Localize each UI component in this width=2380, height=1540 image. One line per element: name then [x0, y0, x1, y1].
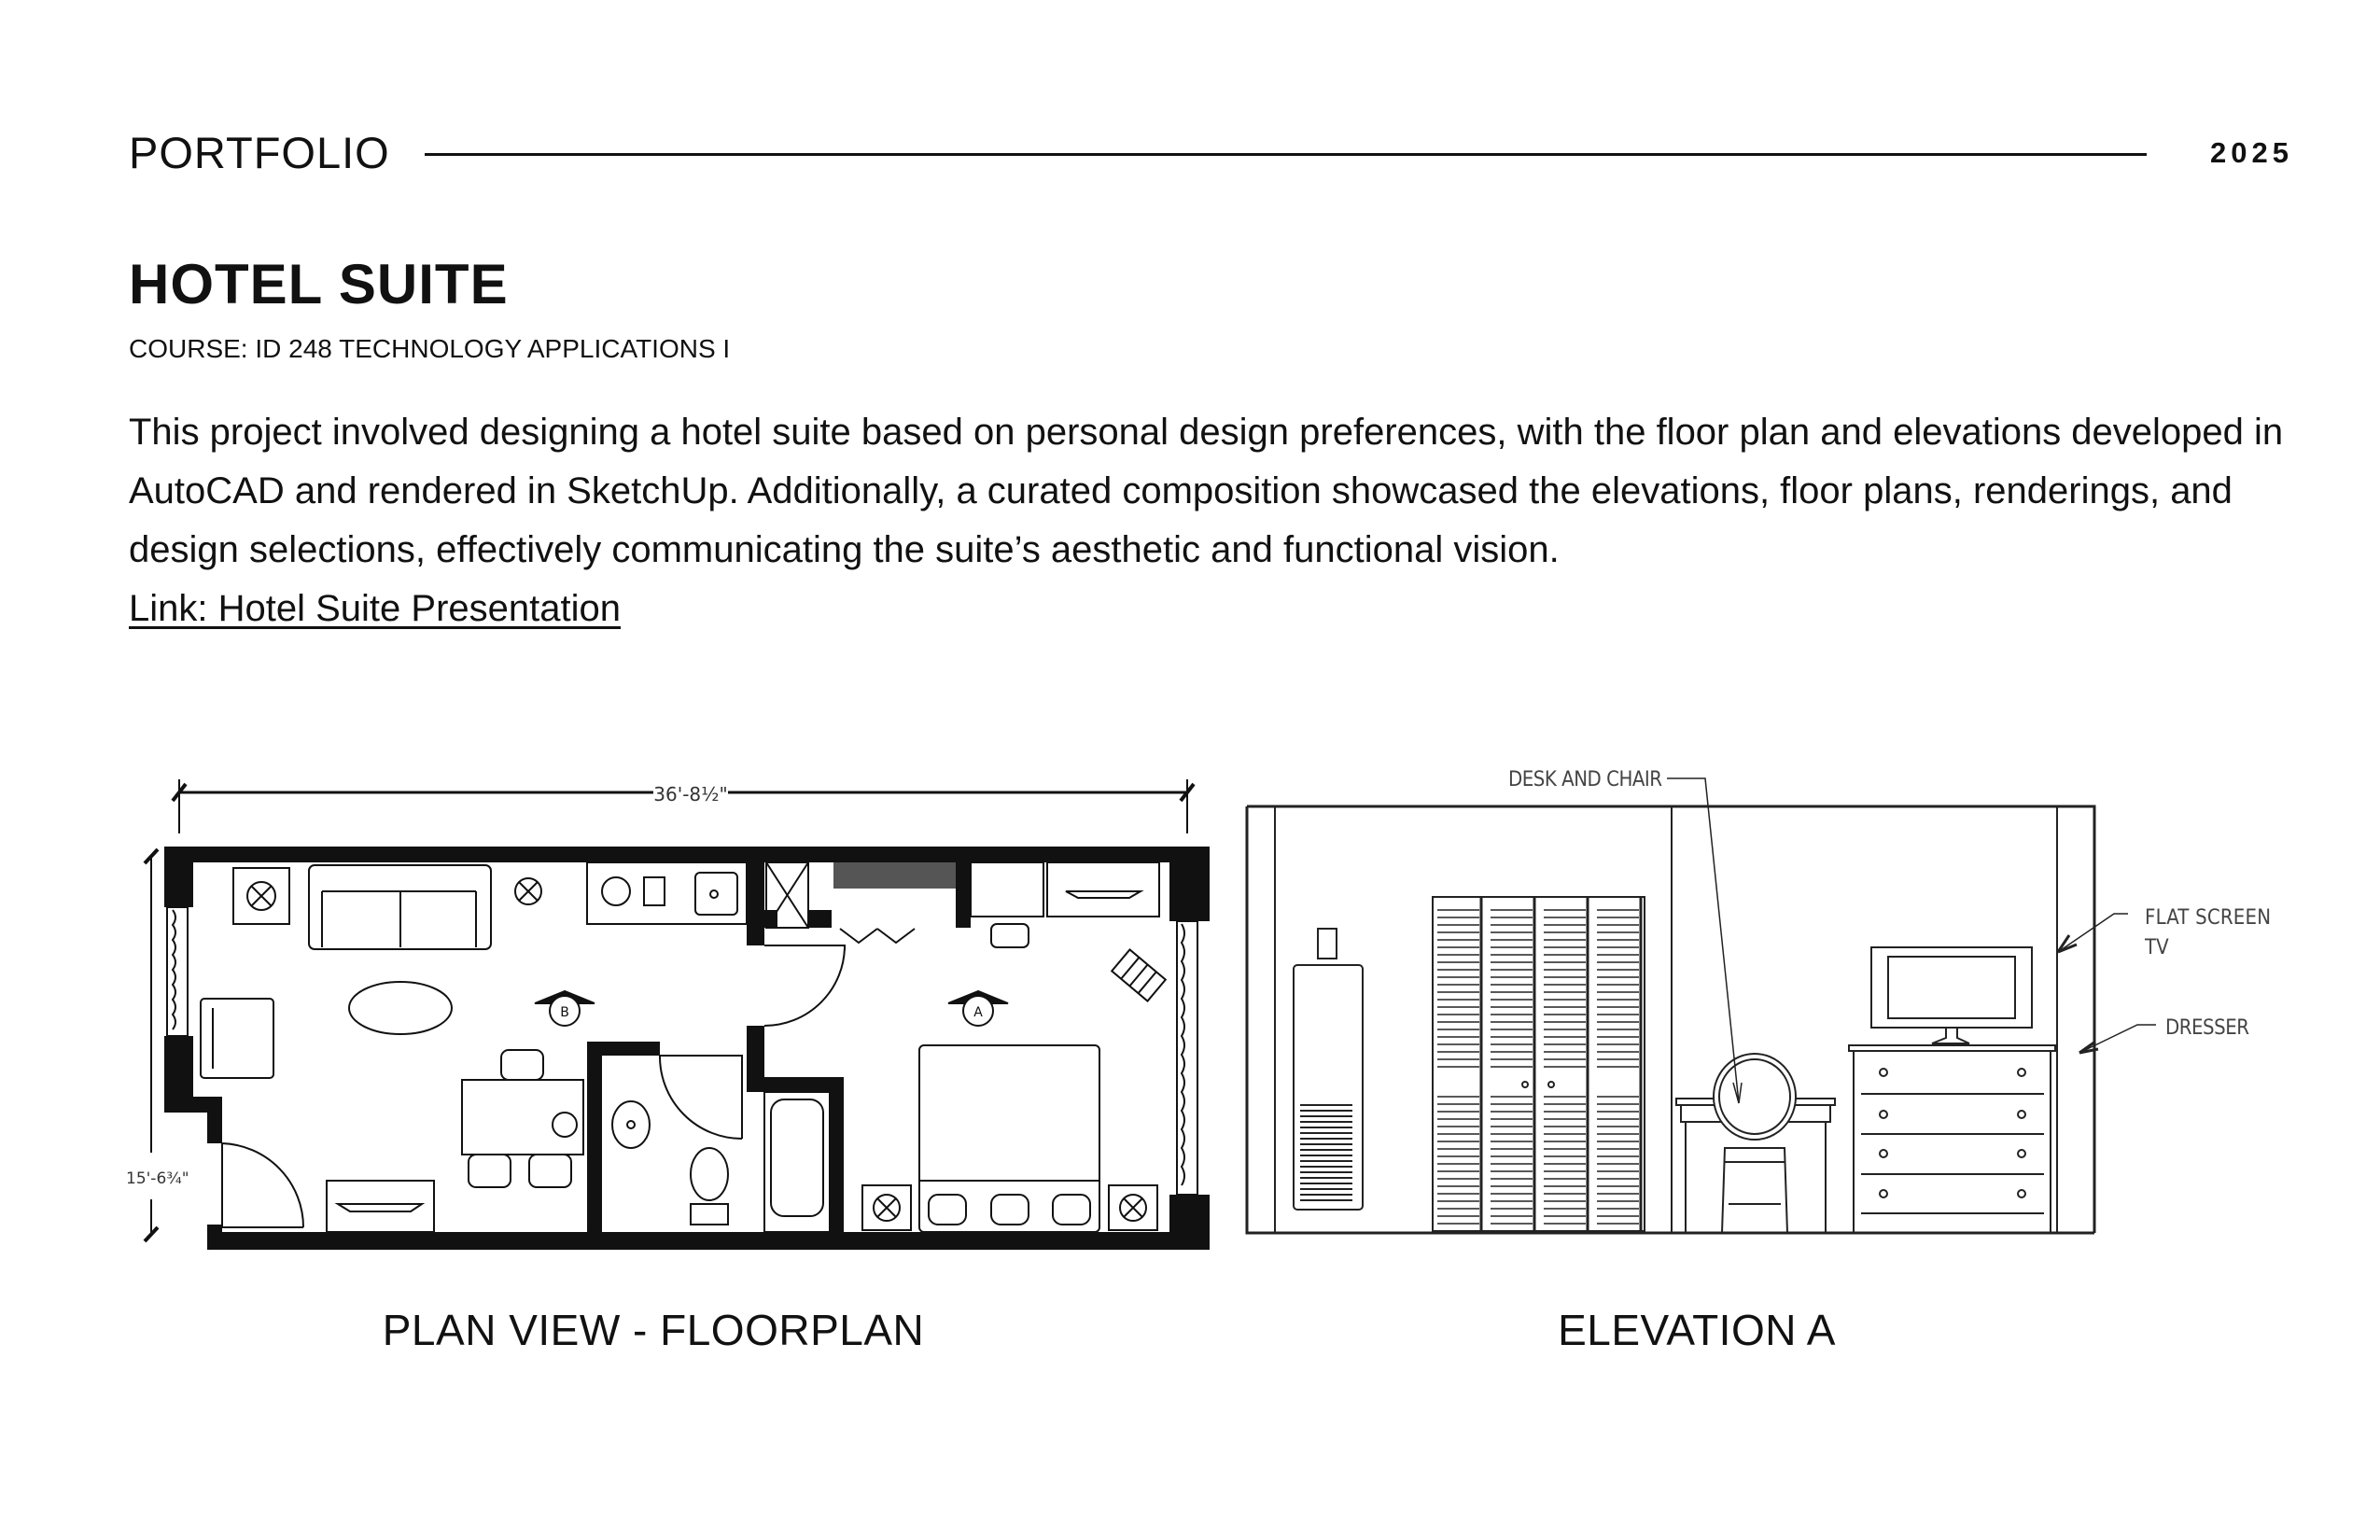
bed	[919, 1045, 1099, 1232]
label-tv: TV	[2145, 936, 2169, 959]
height-dimension-text: 15'-6¾"	[126, 1169, 189, 1188]
drawer-knob	[1880, 1150, 1887, 1157]
floorplan-drawing	[121, 747, 1241, 1288]
drawer-knob	[1880, 1190, 1887, 1197]
sink	[612, 1101, 650, 1148]
width-dimension-text: 36'-8½"	[653, 783, 728, 805]
project-description: This project involved designing a hotel suite based on personal design preferences, with the floor plan and elevations developed in AutoCAD and rendered in SketchUp. Additionally, a curated composition showcased the elevations, floor plans, renderings, and design selections, effectively communicating the suite’s aesthetic and functional vision.	[129, 412, 2284, 570]
svg-text:B: B	[560, 1005, 569, 1020]
drawer-knob	[2018, 1190, 2025, 1197]
floorplan-caption: PLAN VIEW - FLOORPLAN	[382, 1306, 925, 1354]
bathtub	[764, 1092, 830, 1232]
drawer-knob	[2018, 1111, 2025, 1118]
presentation-link[interactable]: Link: Hotel Suite Presentation	[129, 588, 621, 629]
elevation-drawing	[1241, 747, 2333, 1288]
tv-elevation	[1871, 947, 2032, 1043]
nightstand-left	[862, 1185, 911, 1230]
chair-elevation	[1714, 1054, 1796, 1233]
toilet	[691, 1148, 728, 1225]
dining-table	[462, 1050, 583, 1187]
desk	[971, 862, 1043, 947]
drawer-knob	[1880, 1111, 1887, 1118]
wall-outline	[1247, 806, 2094, 1233]
project-description-block	[129, 403, 2303, 638]
hvac-panel	[1294, 965, 1363, 1210]
closet	[766, 862, 956, 943]
label-flat-screen: FLAT SCREEN	[2145, 906, 2271, 930]
drawer-knob	[1880, 1069, 1887, 1076]
closet-bifold-doors	[1433, 897, 1645, 1231]
thermostat	[1318, 929, 1337, 959]
window-right	[1177, 921, 1197, 1195]
leaders	[1667, 778, 2156, 1103]
label-desk-and-chair: DESK AND CHAIR	[1508, 768, 1662, 791]
elevation-marker-b	[535, 991, 595, 1026]
floor-lamp	[515, 878, 541, 904]
course-label: COURSE: ID 248 TECHNOLOGY APPLICATIONS I	[129, 334, 731, 363]
kitchenette	[587, 862, 747, 924]
end-table-lamp	[233, 868, 289, 924]
drawer-knob	[2018, 1069, 2025, 1076]
armchair	[201, 999, 273, 1078]
window-left	[167, 907, 188, 1036]
nightstand-right	[1109, 1185, 1157, 1230]
bathroom-door	[660, 1056, 742, 1139]
drawer-knob	[2018, 1150, 2025, 1157]
coffee-table	[349, 982, 452, 1034]
svg-text:A: A	[973, 1005, 983, 1020]
portfolio-label: PORTFOLIO	[129, 128, 390, 177]
label-dresser: DRESSER	[2165, 1016, 2249, 1040]
dresser-plan	[1047, 862, 1159, 917]
entry-door	[222, 1143, 303, 1227]
project-title: HOTEL SUITE	[129, 253, 509, 315]
tv-console	[327, 1181, 434, 1232]
elevation-caption: ELEVATION A	[1558, 1306, 1836, 1354]
header-divider	[425, 153, 2147, 156]
sofa	[309, 865, 491, 949]
year-label: 2025	[2210, 136, 2293, 169]
elevation-marker-a	[948, 991, 1008, 1026]
width-dimension	[173, 779, 1194, 833]
dresser-elevation	[1849, 1045, 2055, 1233]
luggage-rack	[1112, 949, 1166, 1001]
bedroom-door	[764, 945, 845, 1026]
